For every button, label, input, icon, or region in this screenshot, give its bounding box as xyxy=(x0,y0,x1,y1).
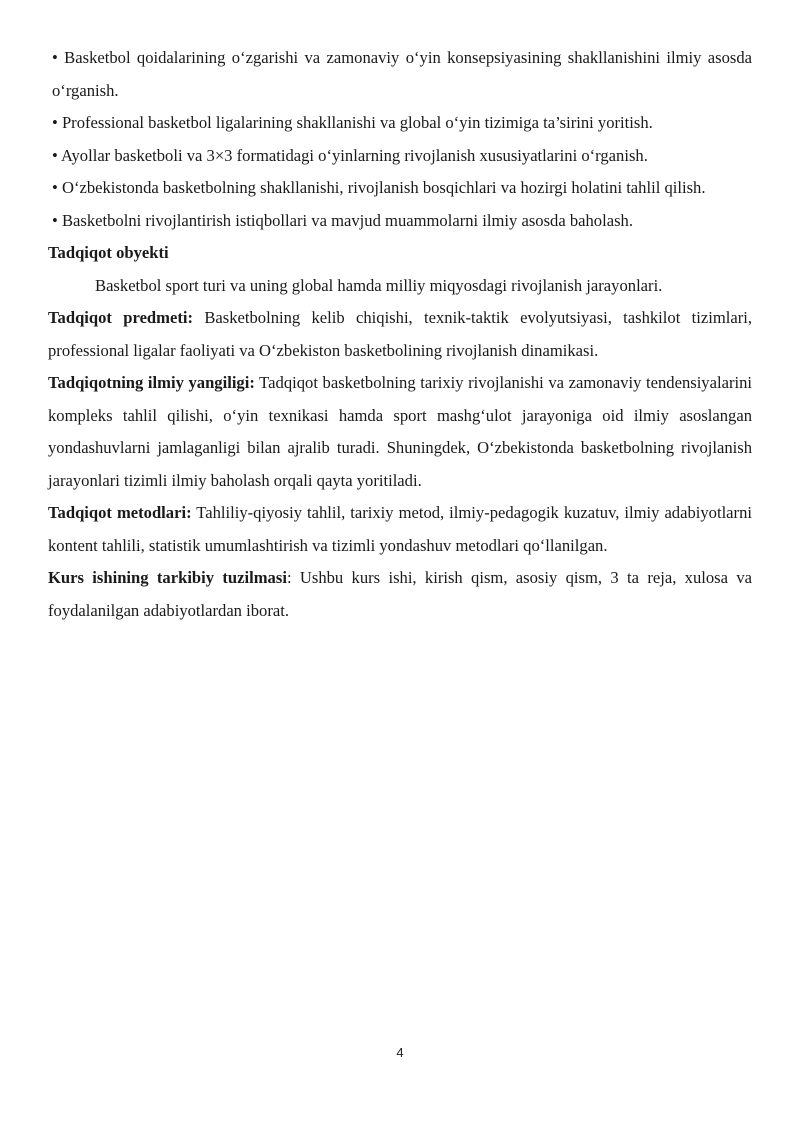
methods-label: Tadqiqot metodlari: xyxy=(48,503,192,522)
document-page xyxy=(48,42,752,627)
bullet-item: • O‘zbekistonda basketbolning shakllanishi, rivojlanish bosqichlari va hozirgi holatini tahlil qilish. xyxy=(52,178,706,197)
structure-paragraph xyxy=(48,562,752,627)
object-text: Basketbol sport turi va uning global hamda milliy miqyosdagi rivojlanish jarayonlari. xyxy=(95,275,663,295)
methods-paragraph xyxy=(48,497,752,562)
subject-label: Tadqiqot predmeti: xyxy=(48,308,194,327)
bullet-item: • Basketbolni rivojlantirish istiqbollari va mavjud muammolarni ilmiy asosda baholash. xyxy=(52,210,633,230)
structure-label: Kurs ishining tarkibiy tuzilmasi xyxy=(48,568,287,587)
bullet-item: • Professional basketbol ligalarining shakllanishi va global o‘yin tizimiga ta’sirini yoritish. xyxy=(52,113,653,132)
novelty-text: Tadqiqot basketbolning tarixiy rivojlanishi va zamonaviy tendensiyalarini kompleks tahlil qilishi, o‘yin texnikasi hamda sport mashg‘ulot jarayoniga oid ilmiy asoslangan yondashuvlarni jamlaganligi bilan ajralib turadi. Shuningdek, O‘zbekistonda basketbolning rivojlanish jarayonlari tizimli ilmiy baholash orqali qayta yoritiladi. xyxy=(48,373,752,490)
novelty-label: Tadqiqotning ilmiy yangiligi: xyxy=(48,373,255,392)
subject-paragraph xyxy=(48,302,752,367)
methods-text: Tahliliy-qiyosiy tahlil, tarixiy metod, ilmiy-pedagogik kuzatuv, ilmiy adabiyotlarni kontent tahlili, statistik umumlashtirish va tizimli yondashuv metodlari qo‘llanilgan. xyxy=(48,503,752,555)
bullet-item: • Ayollar basketboli va 3×3 formatidagi o‘yinlarning rivojlanish xususiyatlarini o‘rganish. xyxy=(52,145,648,165)
structure-text: : Ushbu kurs ishi, kirish qism, asosiy qism, 3 ta reja, xulosa va foydalanilgan adabiyotlardan iborat. xyxy=(48,568,752,620)
object-heading: Tadqiqot obyekti xyxy=(48,243,169,262)
page-number: 4 xyxy=(396,1045,404,1060)
bullet-item: • Basketbol qoidalarining o‘zgarishi va zamonaviy o‘yin konsepsiyasining shakllanishini ilmiy asosda o‘rganish. xyxy=(52,48,752,100)
subject-text: Basketbolning kelib chiqishi, texnik-taktik evolyutsiyasi, tashkilot tizimlari, professional ligalar faoliyati va O‘zbekiston basketbolining rivojlanish dinamikasi. xyxy=(48,308,752,360)
novelty-paragraph xyxy=(48,367,752,497)
